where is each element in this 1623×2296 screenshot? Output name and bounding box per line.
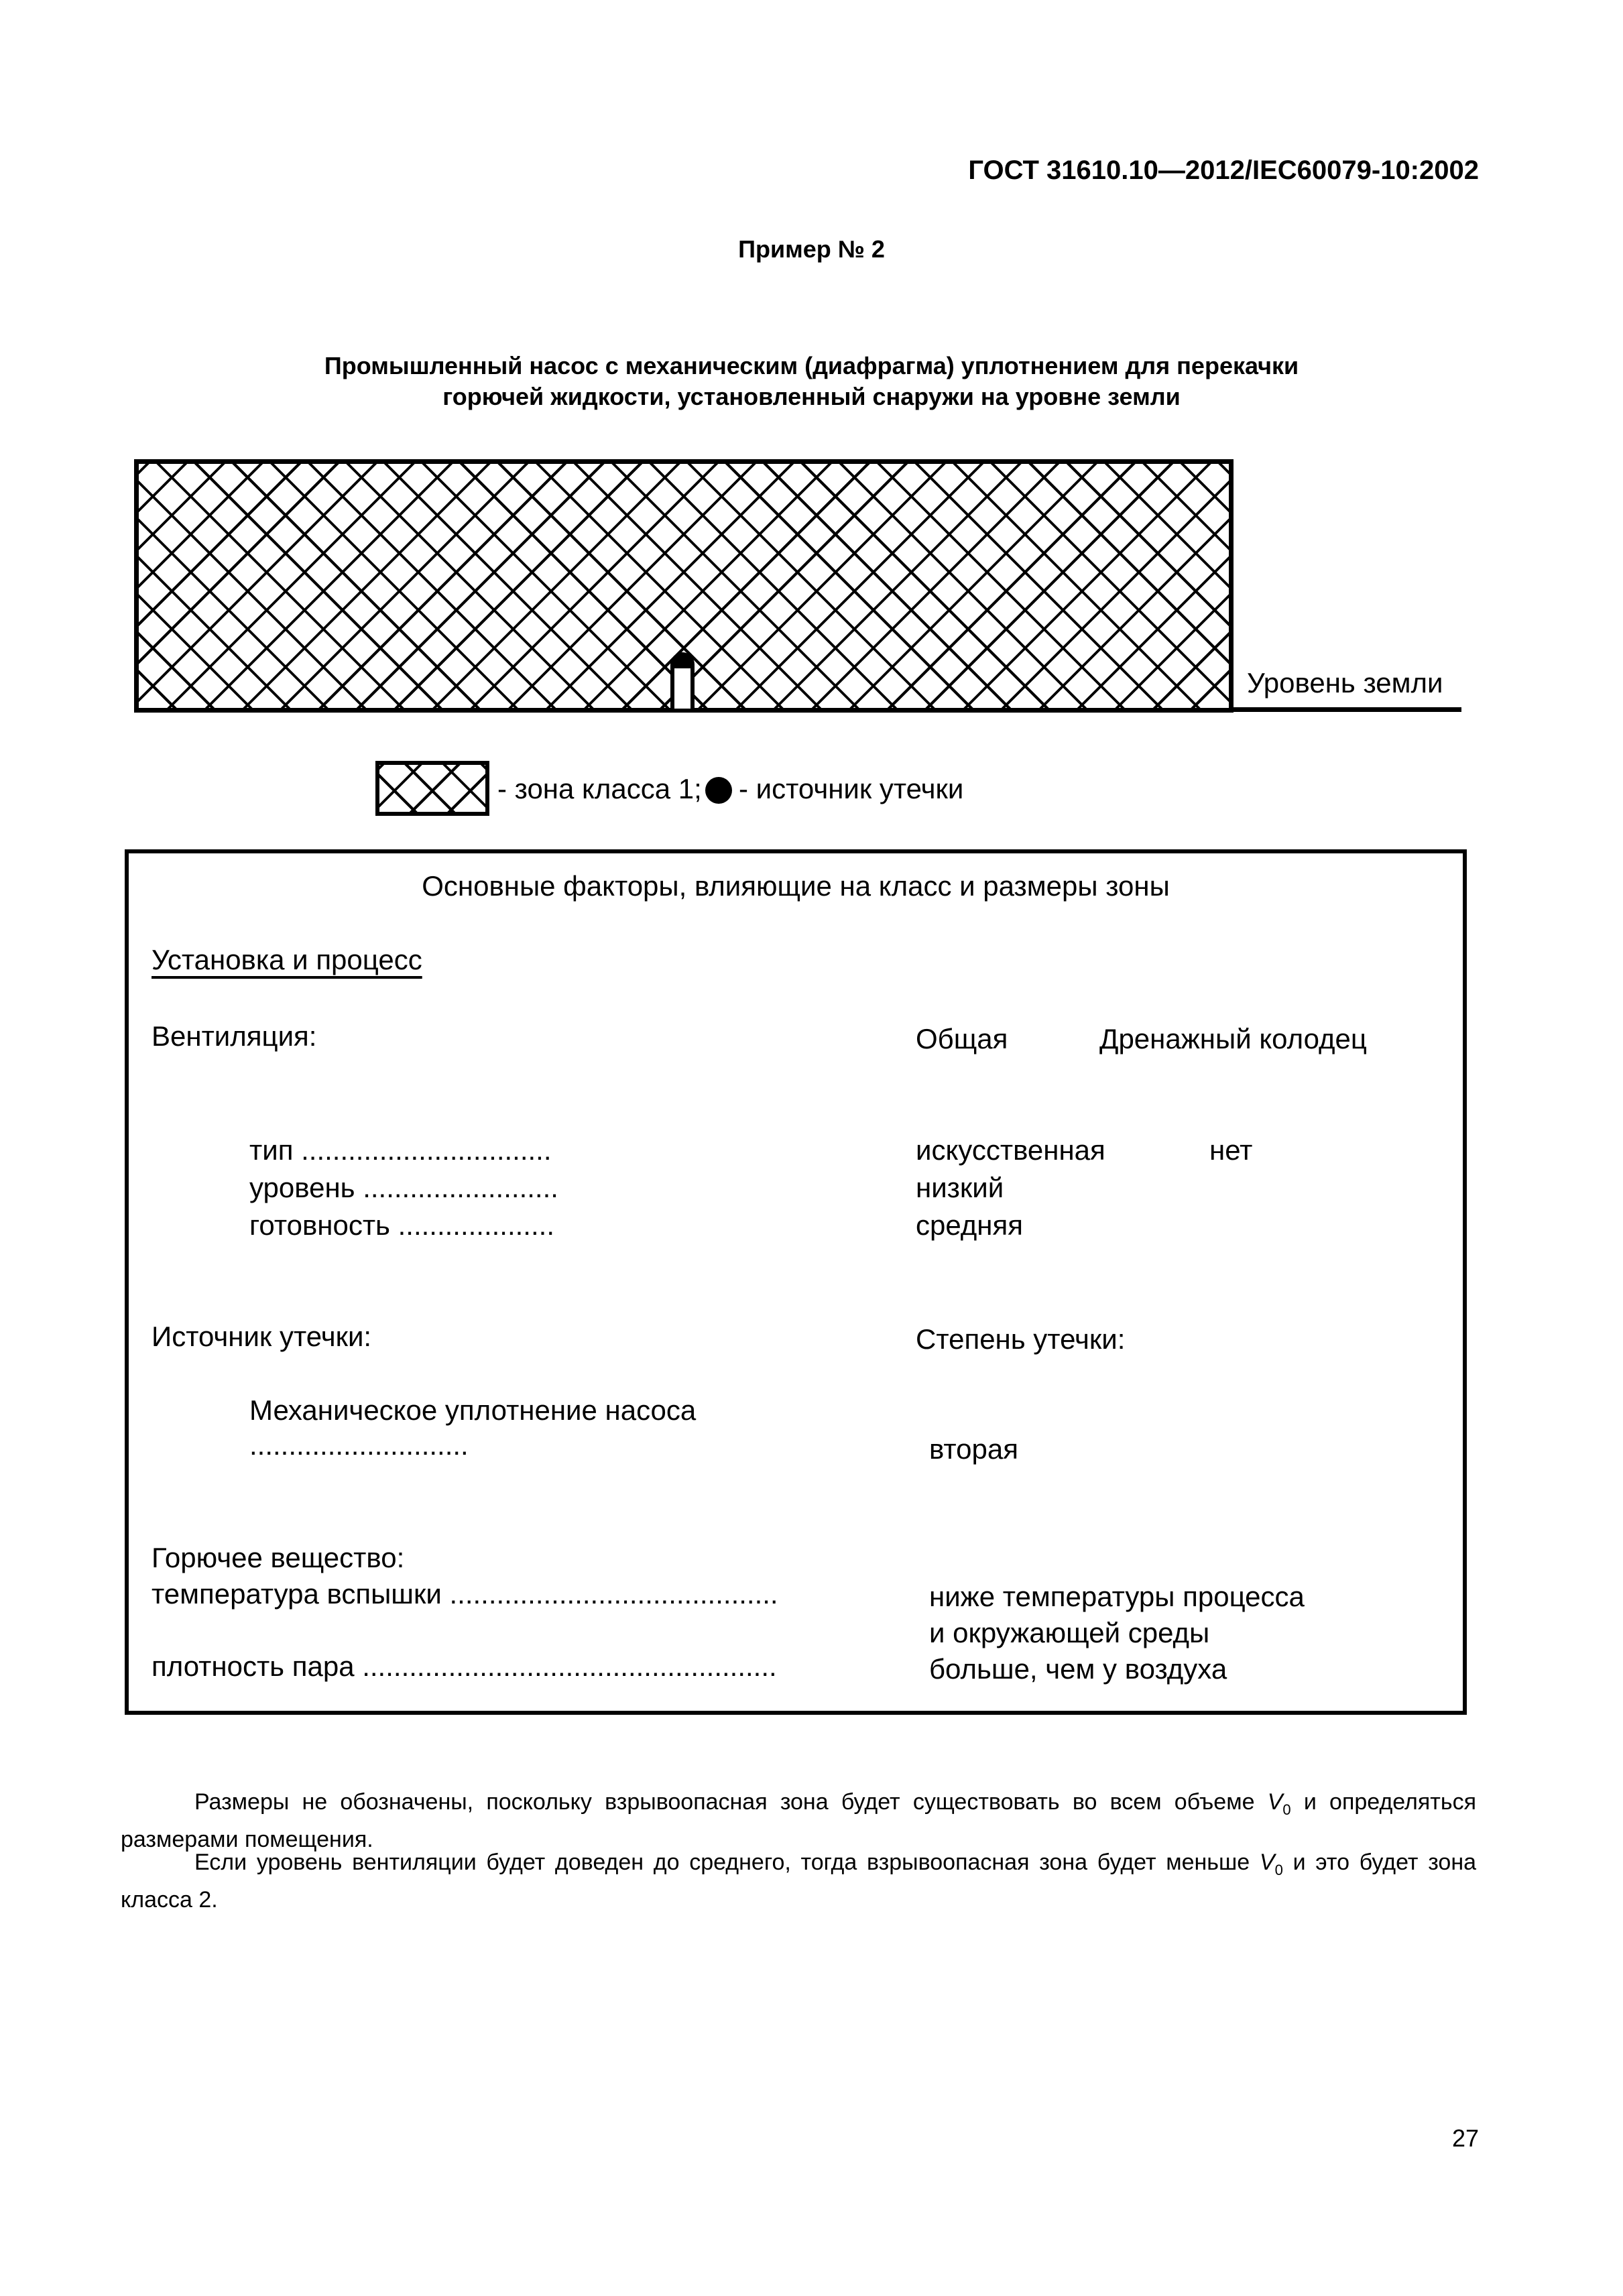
ventilation-type-label: тип ................................ — [249, 1134, 552, 1166]
v0-subscript: 0 — [1282, 1801, 1291, 1818]
leak-degree-value: вторая — [929, 1433, 1018, 1465]
substance-label: Горючее вещество: — [152, 1542, 405, 1573]
install-process-label: Установка и процесс — [152, 944, 422, 975]
ground-level-label: Уровень земли — [1247, 667, 1443, 699]
leak-degree-label: Степень утечки: — [916, 1323, 1126, 1355]
standard-number: ГОСТ 31610.10—2012/IEC60079-10:2002 — [968, 156, 1479, 185]
ventilation-type-general: искусственная — [916, 1134, 1105, 1166]
flash-point-value-1: ниже температуры процесса — [929, 1581, 1305, 1612]
factors-title: Основные факторы, влияющие на класс и размеры зоны — [422, 870, 1170, 902]
pump-leak-source — [670, 652, 695, 713]
ventilation-type-drain: нет — [1209, 1134, 1253, 1166]
ventilation-level-label: уровень ......................... — [249, 1172, 558, 1203]
leak-source-item-dots: ............................ — [249, 1429, 469, 1461]
ventilation-label: Вентиляция: — [152, 1020, 317, 1052]
vapor-density-value: больше, чем у воздуха — [929, 1653, 1227, 1685]
leak-source-label: Источник утечки: — [152, 1321, 372, 1352]
note-paragraph-2: Если уровень вентиляции будет доведен до среднего, тогда взрывоопасная зона будет меньше $V_0$ и это будет зона класса 2. — [121, 1850, 1476, 1913]
page-number: 27 — [1451, 2124, 1479, 2152]
vapor-density-label: плотность пара ..................................................... — [152, 1650, 777, 1682]
leak-source-dot-icon — [705, 777, 732, 804]
ground-line — [1231, 707, 1461, 712]
zone-class-1-swatch — [375, 761, 489, 816]
ventilation-availability-general: средняя — [916, 1209, 1023, 1241]
zone-diagram — [134, 459, 1468, 714]
example-title: Пример № 2 — [738, 235, 885, 263]
note-paragraph-1: Размеры не обозначены, поскольку взрывоопасная зона будет существовать во всем объеме $V_0$ и определяться размерами помещения. — [121, 1789, 1477, 1852]
ventilation-drain-header: Дренажный колодец — [1099, 1023, 1367, 1054]
caption-line-1: Промышленный насос с механическим (диафрагма) уплотнением для перекачки — [324, 352, 1299, 379]
legend-zone-text: - зона класса 1; — [497, 773, 702, 804]
ventilation-level-general: низкий — [916, 1172, 1004, 1203]
flash-point-label: температура вспышки .......................................... — [152, 1578, 778, 1610]
flash-point-value-2: и окружающей среды — [929, 1617, 1210, 1648]
legend-source-text: - источник утечки — [739, 773, 964, 804]
ventilation-general-header: Общая — [916, 1023, 1008, 1054]
v0-subscript: 0 — [1274, 1862, 1283, 1878]
leak-source-item: Механическое уплотнение насоса — [249, 1394, 697, 1426]
ventilation-availability-label: готовность .................... — [249, 1209, 554, 1241]
v0-symbol: V — [1267, 1789, 1283, 1815]
pump-body — [670, 668, 695, 713]
leak-source-icon — [670, 652, 695, 670]
caption-line-2: горючей жидкости, установленный снаружи на уровне земли — [442, 383, 1181, 410]
v0-symbol: V — [1259, 1850, 1275, 1875]
legend — [375, 761, 1046, 821]
